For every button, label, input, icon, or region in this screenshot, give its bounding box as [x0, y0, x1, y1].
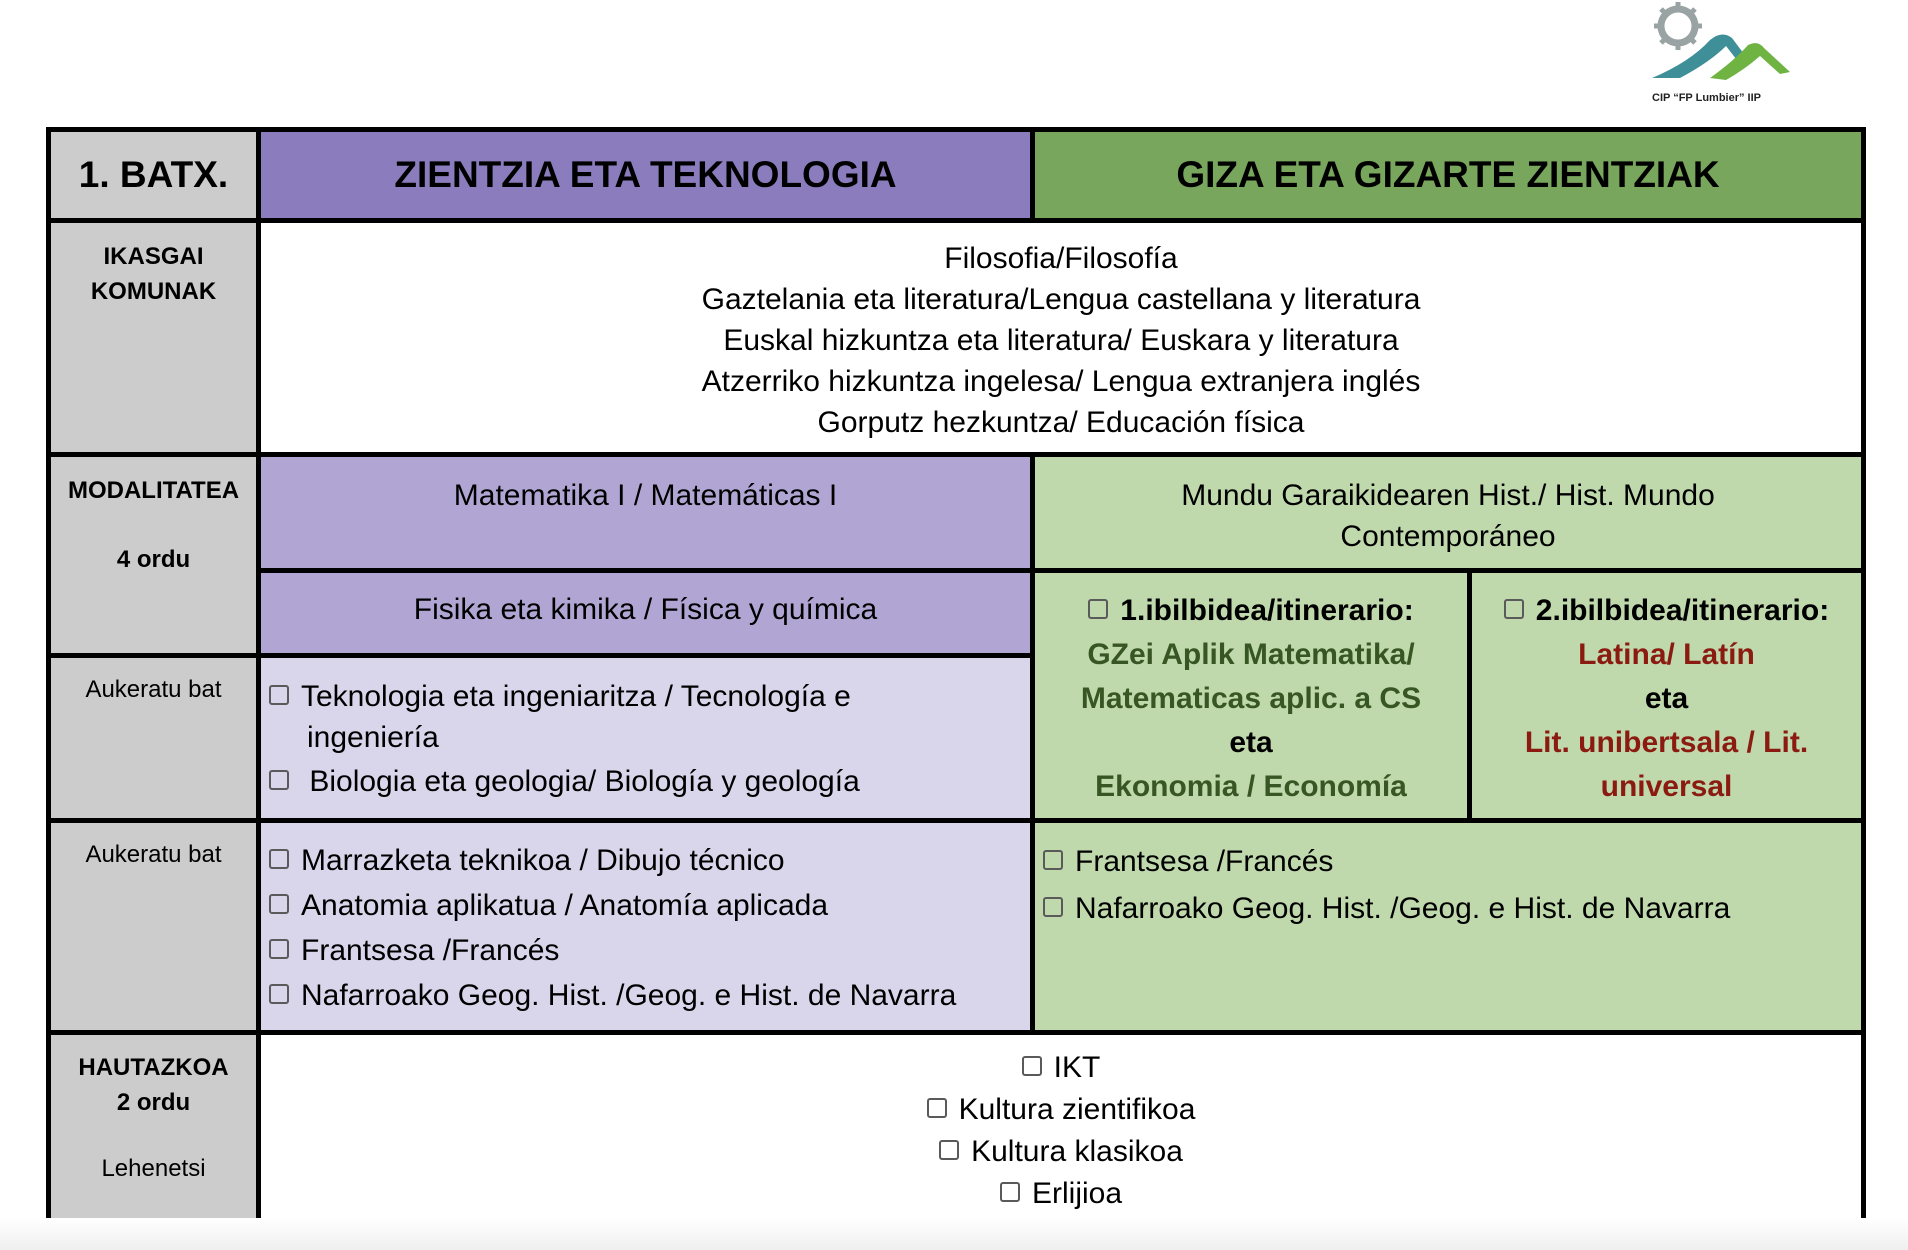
- science-option-french[interactable]: [269, 928, 1030, 973]
- course-header: [46, 127, 261, 223]
- itinerary-1-title[interactable]: [1035, 589, 1467, 633]
- social-option-navarra-history[interactable]: [1043, 885, 1861, 932]
- itinerary-2-title[interactable]: [1472, 589, 1861, 633]
- elective-option-religion[interactable]: [261, 1173, 1861, 1215]
- social-option-french[interactable]: [1043, 838, 1861, 885]
- option-label: Frantsesa /Francés: [301, 934, 560, 967]
- elective-note: Lehenetsi: [101, 1155, 206, 1182]
- page-bottom-shade: [0, 1218, 1908, 1250]
- common-subject: Euskal hizkuntza eta literatura/ Euskara y literatura: [723, 324, 1399, 357]
- science-track-header: [256, 127, 1035, 223]
- itinerary-conjunction: eta: [1644, 682, 1689, 715]
- elective-title: HAUTAZKOA: [78, 1054, 229, 1081]
- itinerary-subject: universal: [1600, 770, 1733, 803]
- option-label: ingeniería: [307, 721, 439, 754]
- itinerary-subject: Ekonomia / Economía: [1095, 770, 1407, 803]
- itinerary-subject: GZei Aplik Matematika/: [1087, 638, 1415, 671]
- checkbox[interactable]: [1043, 850, 1063, 870]
- science-option-navarra-history[interactable]: [269, 973, 1030, 1018]
- checkbox[interactable]: [269, 770, 289, 790]
- science-option-anatomy[interactable]: [269, 883, 1030, 928]
- option-label: Kultura klasikoa: [971, 1135, 1183, 1168]
- checkbox[interactable]: [939, 1140, 959, 1160]
- itinerary-2-cell[interactable]: [1467, 568, 1866, 823]
- option-label: Kultura zientifikoa: [958, 1093, 1196, 1126]
- checkbox[interactable]: [1504, 599, 1524, 619]
- choice-1-title: Aukeratu bat: [85, 676, 222, 703]
- modality-title: MODALITATEA: [67, 477, 240, 504]
- checkbox[interactable]: [269, 849, 289, 869]
- checkbox[interactable]: [1088, 599, 1108, 619]
- common-subject: Gaztelania eta literatura/Lengua castellana y literatura: [701, 283, 1421, 316]
- common-subjects-label: [46, 218, 261, 457]
- option-label: Erlijioa: [1031, 1177, 1123, 1210]
- subject-label: Mundu Garaikidearen Hist./ Hist. Mundo: [1181, 479, 1715, 512]
- gear-icon: [1654, 2, 1702, 50]
- checkbox[interactable]: [927, 1098, 947, 1118]
- elective-option-classical-culture[interactable]: [261, 1131, 1861, 1173]
- social-track-header: [1030, 127, 1866, 223]
- itinerary-subject: Latina/ Latín: [1578, 638, 1755, 671]
- social-track-title: GIZA ETA GIZARTE ZIENTZIAK: [1176, 154, 1720, 195]
- checkbox[interactable]: [269, 685, 289, 705]
- logo-text: CIP “FP Lumbier” IIP: [1652, 92, 1762, 104]
- course-title: 1. BATX.: [78, 154, 229, 195]
- option-label: Biologia eta geologia/ Biología y geología: [309, 765, 860, 798]
- elective-option-ikt[interactable]: [261, 1047, 1861, 1089]
- subject-label: Contemporáneo: [1340, 520, 1556, 553]
- option-label: IKT: [1053, 1051, 1101, 1084]
- science-option-technology-cont: [269, 717, 1030, 758]
- choice-2-title: Aukeratu bat: [85, 841, 222, 868]
- common-subject: Filosofia/Filosofía: [944, 242, 1178, 275]
- elective-option-scientific-culture[interactable]: [261, 1089, 1861, 1131]
- social-choice-2-cell: [1030, 818, 1866, 1035]
- science-choice-1-cell: [256, 653, 1035, 823]
- option-label: Anatomia aplikatua / Anatomía aplicada: [301, 889, 829, 922]
- itinerary-title: 2.ibilbidea/itinerario:: [1535, 594, 1830, 627]
- checkbox[interactable]: [269, 984, 289, 1004]
- subject-label: Fisika eta kimika / Física y química: [413, 593, 878, 626]
- choice-2-label: [46, 818, 261, 1035]
- option-label: Marrazketa teknikoa / Dibujo técnico: [301, 844, 785, 877]
- modality-label: [46, 452, 261, 658]
- science-option-technology[interactable]: [269, 676, 1030, 717]
- science-option-biology[interactable]: [269, 761, 1030, 802]
- science-option-technical-drawing[interactable]: [269, 838, 1030, 883]
- common-subject: Atzerriko hizkuntza ingelesa/ Lengua extranjera inglés: [701, 365, 1421, 398]
- science-modality-subject-1: [256, 452, 1035, 573]
- modality-hours: 4 ordu: [116, 546, 191, 573]
- elective-label: [46, 1030, 261, 1228]
- option-label: Frantsesa /Francés: [1075, 845, 1334, 878]
- common-subjects-cell: [256, 218, 1866, 457]
- logo-graphic: [1640, 0, 1800, 100]
- science-modality-subject-2: [256, 568, 1035, 658]
- checkbox[interactable]: [269, 894, 289, 914]
- checkbox[interactable]: [1022, 1056, 1042, 1076]
- science-track-title: ZIENTZIA ETA TEKNOLOGIA: [394, 154, 897, 195]
- common-label-line-1: IKASGAI: [103, 243, 204, 270]
- itinerary-conjunction: eta: [1229, 726, 1273, 759]
- itinerary-1-cell[interactable]: [1030, 568, 1472, 823]
- itinerary-title: 1.ibilbidea/itinerario:: [1120, 594, 1414, 627]
- option-label: Nafarroako Geog. Hist. /Geog. e Hist. de Navarra: [301, 979, 957, 1012]
- option-label: Nafarroako Geog. Hist. /Geog. e Hist. de Navarra: [1075, 892, 1731, 925]
- common-label-line-2: KOMUNAK: [90, 278, 217, 305]
- option-label: Teknologia eta ingeniaritza / Tecnología e: [301, 680, 851, 713]
- elective-hours: 2 ordu: [116, 1089, 191, 1116]
- science-choice-2-cell: [256, 818, 1035, 1035]
- checkbox[interactable]: [269, 939, 289, 959]
- elective-options-cell: [256, 1030, 1866, 1228]
- common-subject: Gorputz hezkuntza/ Educación física: [817, 406, 1305, 439]
- social-modality-subject-1: [1030, 452, 1866, 573]
- subject-label: Matematika I / Matemáticas I: [453, 479, 838, 512]
- itinerary-subject: Lit. unibertsala / Lit.: [1524, 726, 1809, 759]
- checkbox[interactable]: [1000, 1182, 1020, 1202]
- checkbox[interactable]: [1043, 897, 1063, 917]
- itinerary-subject: Matematicas aplic. a CS: [1080, 682, 1422, 715]
- choice-1-label: [46, 653, 261, 823]
